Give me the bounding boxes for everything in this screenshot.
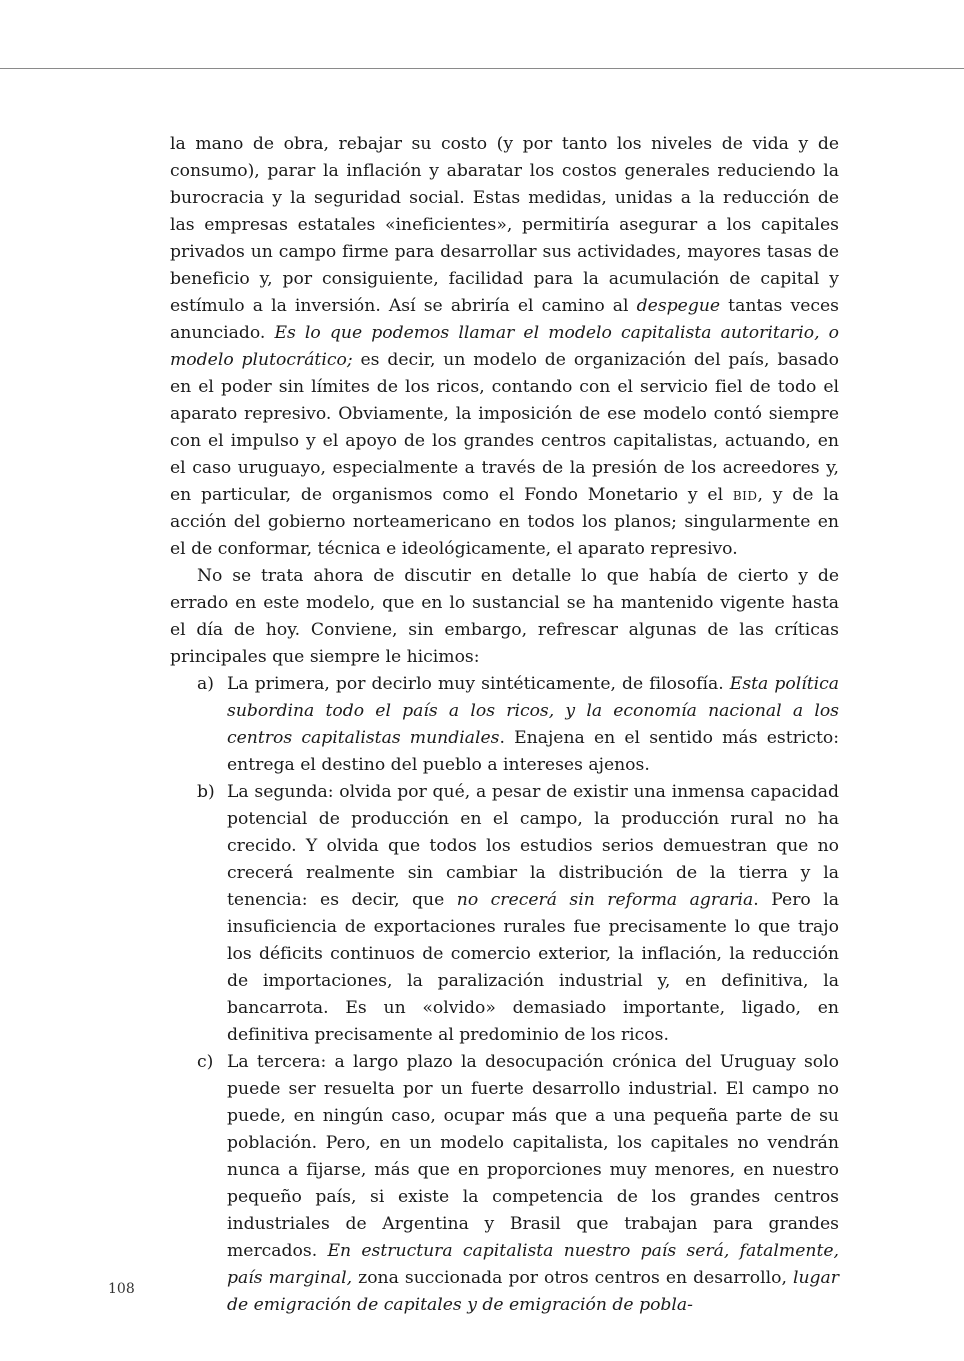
emphasis-text: no crecerá sin reforma agraria bbox=[456, 890, 754, 910]
emphasis-text: Esta política subordina todo el país a los ricos, y la economía nacional a los centros capitalistas mundiales bbox=[227, 674, 839, 748]
text-run: tantas veces anunciado. bbox=[170, 296, 839, 343]
text-run: La segunda: olvida por qué, a pesar de existir una inmensa capacidad potencial de producción en el campo, la producción rural no ha crecido. Y olvida que todos los estudios serios demuestran que no crecerá realmente sin cambiar la distribución de la tierra y la tenencia: es decir, que bbox=[227, 782, 839, 910]
emphasis-text: lugar de emigración de capitales y de emigración de pobla- bbox=[227, 1268, 839, 1315]
text-run: La tercera: a largo plazo la desocupación crónica del Uruguay solo puede ser resuelta por un fuerte desarrollo industrial. El campo no puede, en ningún caso, ocupar más que a una pequeña parte de su población. Pero, en un modelo capitalista, los capitales no vendrán nunca a fijarse, más que en proporciones muy menores, en nuestro pequeño país, si existe la competencia de los grandes centros industriales de Argentina y Brasil que trabajan para grandes mercados. bbox=[227, 1052, 839, 1261]
text-run: No se trata ahora de discutir en detalle lo que había de cierto y de errado en este modelo, que en lo sustancial se ha mantenido vigente hasta el día de hoy. Conviene, sin embargo, refrescar algunas de las críticas principales que siempre le hicimos: bbox=[170, 566, 839, 667]
text-run: la mano de obra, rebajar su costo (y por tanto los niveles de vida y de consumo), parar la inflación y abaratar los costos generales reduciendo la burocracia y la seguridad social. Estas medidas, unidas a la reducción de las empresas estatales «ineficientes», permitiría asegurar a los capitales privados un campo firme para desarrollar sus actividades, mayores tasas de beneficio y, por consiguiente, facilidad para la acumulación de capital y estímulo a la inversión. Así se abriría el camino al bbox=[170, 134, 839, 316]
page-body bbox=[170, 131, 839, 1319]
text-run: zona succionada por otros centros en desarrollo, bbox=[352, 1268, 793, 1288]
emphasis-text: Es lo que podemos llamar el modelo capitalista autoritario, o modelo plutocrático; bbox=[170, 323, 839, 370]
text-run: es decir, un modelo de organización del país, basado en el poder sin límites de los ricos, contando con el servicio fiel de todo el aparato represivo. Obviamente, la imposición de ese modelo contó siempre con el impulso y el apoyo de los grandes centros capitalistas, actuando, en el caso uruguayo, especialmente a través de la presión de los acreedores y, en particular, de organismos como el Fondo Monetario y el bbox=[170, 350, 839, 505]
list-item bbox=[170, 779, 839, 1049]
text-run: La primera, por decirlo muy sintéticamente, de filosofía. bbox=[227, 674, 730, 694]
acronym-text: bid bbox=[732, 485, 758, 505]
emphasis-text: En estructura capitalista nuestro país será, fatalmente, país marginal, bbox=[227, 1241, 839, 1288]
list-item bbox=[170, 671, 839, 779]
text-run: , y de la acción del gobierno norteamericano en todos los planos; singularmente en el de conformar, técnica e ideológicamente, el aparato represivo. bbox=[170, 485, 839, 559]
emphasis-text: despegue bbox=[636, 296, 721, 316]
text-run: . Pero la insuficiencia de exportaciones rurales fue precisamente lo que trajo los déficits continuos de comercio exterior, la inflación, la reducción de importaciones, la paralización industrial y, en definitiva, la bancarrota. Es un «olvido» demasiado importante, ligado, en definitiva precisamente al predominio de los ricos. bbox=[227, 890, 839, 1045]
body-paragraph bbox=[170, 131, 839, 563]
text-run: . Enajena en el sentido más estricto: entrega el destino del pueblo a intereses ajenos. bbox=[227, 728, 839, 775]
list-item bbox=[170, 1049, 839, 1319]
header-rule bbox=[0, 68, 964, 69]
list-marker: c) bbox=[197, 1052, 214, 1072]
list-marker: b) bbox=[197, 782, 215, 802]
list-marker: a) bbox=[197, 674, 214, 694]
body-paragraph bbox=[170, 563, 839, 671]
criticism-list bbox=[170, 671, 839, 1319]
page-number: 108 bbox=[108, 1281, 135, 1297]
